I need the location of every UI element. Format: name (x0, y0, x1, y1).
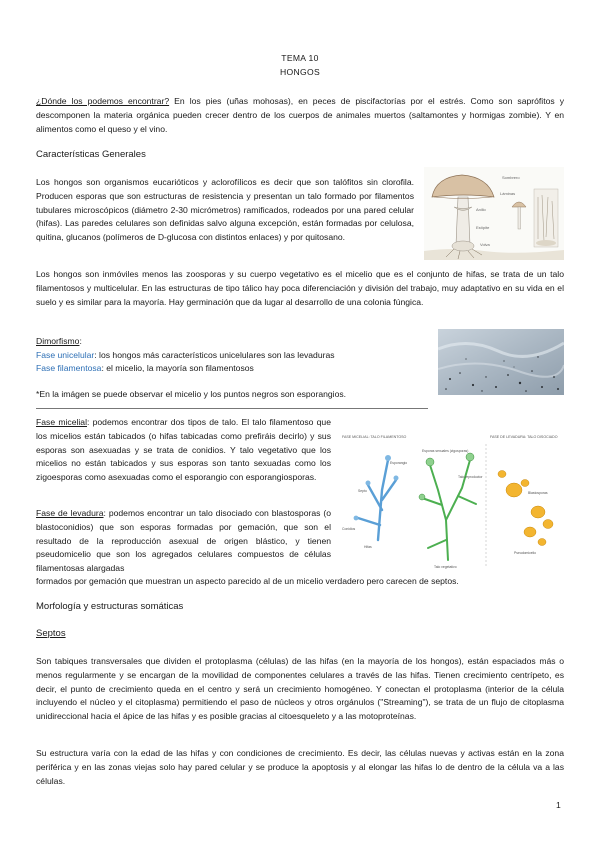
mushroom-figure (424, 167, 564, 260)
diagram-label-sporangium: Esporangio (390, 461, 408, 465)
fase-levadura-paragraph (36, 507, 331, 576)
fase-unicelular-text: : los hongos más característicos unicelulares son las levaduras (94, 350, 335, 360)
mushroom-label-cap: Sombrero (502, 175, 520, 180)
section-heading-septos: Septos (36, 628, 66, 639)
fase-levadura-label: Fase de levadura (36, 508, 104, 518)
fase-unicelular-line (36, 349, 426, 363)
dimorfismo-heading: Dimorfismo (36, 336, 80, 346)
mushroom-label-stipe: Estípite (476, 225, 490, 230)
diagram-label-conidia: Conidios (342, 527, 356, 531)
septos-paragraph-2: Su estructura varía con la edad de las hifas y con condiciones de crecimiento. Es decir, las células nuevas y activas están en la zona periférica y en las zonas viejas solo hay pared celular y se produce la apoptosis y al elongar las hifas lo de dentro de la célula va a las células. (36, 748, 564, 786)
diagram-label-blastospores: Blastosporas (528, 491, 548, 495)
topic-number: TEMA 10 (281, 53, 319, 63)
section-heading-morfologia: Morfología y estructuras somáticas (36, 601, 184, 612)
fase-filamentosa-text: : el micelio, la mayoría son filamentosos (101, 363, 254, 373)
fase-micelial-text: : podemos encontrar dos tipos de talo. El talo filamentoso que los micelios están tabicados (o hifas tabicadas como prefiráis decirlo) y sus esporas son asexuadas y se trata de conidios. Y talo vegetativo que los micelios no están tabicados y sus esporas son tanto sexuadas como los zigoesporas como asexuadas como el esporangio con esporangiosporas. (36, 417, 331, 483)
septos-paragraph-1: Son tabiques transversales que dividen el protoplasma (células) de las hifas (en la mayoría de los hongos), están espaciados más o menos regularmente y se encargan de la movilidad de componentes celulares a través de las hifas. Tienen crecimiento centrípeto, es decir, el punto de crecimiento queda en el centro y será un crecimiento homogéneo. Y conectan el protoplasma (interior de la célula incluyendo el núcleo y el citoplasma) permitiendo el paso de núcleos y otros orgánulos ("Streaming"), se trata de un flujo de citoplasma unidireccional hacia el ápice de las hifas y es posible gracias al citoesqueleto y a las motoproteínas. (36, 656, 564, 722)
diagram-label-septum: Septo (358, 489, 367, 493)
diagram-label-reproductive: Talo reproductor (458, 475, 483, 479)
fungal-phases-svg (338, 430, 564, 570)
fase-levadura-continuation: formados por gemación que muestran un aspecto parecido al de un micelio verdadero pero carecen de septos. (36, 576, 459, 586)
diagram-label-zygospores: Esporas sexuales (zigosporas) (422, 449, 469, 453)
mushroom-illustration (424, 167, 564, 260)
dimorfismo-heading-line (36, 335, 426, 349)
intro-answer: En los pies (uñas mohosas), en peces de piscifactorías por el estrés. Como son saprófitos y descomponen la materia orgánica pueden crecer dentro de los cuerpos de animales muertos (saltamontes y hormigas zombie). Y en alimentos como el queso y el vino. (36, 96, 564, 134)
diagram-left-header: FASE MICELIAL: TALO FILAMENTOSO (342, 435, 407, 439)
intro-question: ¿Dónde los podemos encontrar? (36, 96, 170, 106)
page-number: 1 (556, 800, 561, 810)
diagram-label-pseudomycelium: Pseudomicelio (514, 551, 537, 555)
general-paragraph-2: Los hongos son inmóviles menos las zoosporas y su cuerpo vegetativo es el micelio que es el conjunto de hifas, se trata de un talo filamentosos y multicelular. En las estructuras de tipo tálico hay poca diferenciación y división del trabajo, muy adaptativo en su vida en el suelo y es similar para la mayoría. Hay germinación que da lugar al desarrollo de una colonia fúngica. (36, 269, 564, 307)
dimorfismo-colon: : (79, 336, 82, 346)
fase-filamentosa-line (36, 362, 426, 376)
general-paragraph-1: Los hongos son organismos eucarióticos y aclorofílicos es decir que son talófitos sin clorofila. Producen esporas que son estructuras de resistencia y presentan un talo formado por filamentos tubulares microscópicos (diámetro 2-30 micrómetros) ramificados, rodeados por una pared celular (hifas). Las paredes celulares son definidas salvo alguna excepción, están formadas por celulosa, quitina, glucanos (polímeros de D-glucosa con distintos enlaces) y por quitosano. (36, 177, 414, 243)
fase-micelial-paragraph (36, 416, 331, 485)
intro-paragraph (36, 95, 564, 136)
dimorfismo-image-note: *En la imágen se puede observar el micelio y los puntos negros son esporangios. (36, 389, 347, 399)
diagram-label-vegetative: Talo vegetativo (434, 565, 457, 569)
micelio-photo-texture (438, 329, 564, 395)
fase-filamentosa-label: Fase filamentosa (36, 363, 102, 373)
diagram-right-header: FASE DE LEVADURA: TALO DISOCIADO (490, 435, 558, 439)
fase-unicelular-label: Fase unicelular (36, 350, 95, 360)
section-heading-general: Características Generales (36, 149, 146, 160)
fungal-phases-diagram (338, 430, 564, 570)
diagram-label-hyphae: Hifas (364, 545, 372, 549)
mushroom-label-gills: Láminas (500, 191, 516, 196)
mushroom-label-volva: Volva (480, 242, 490, 247)
fase-levadura-text: : podemos encontrar un talo disociado con blastosporas (o blastoconidios) que son esporas formadas por gemación, que son el resultado de la reproducción asexual de origen blástico, y tienen pseudomicelio que son los agregados celulares compuestos de células filamentosas alargadas (36, 508, 332, 574)
divider-line (36, 408, 428, 409)
page-title: HONGOS (280, 67, 320, 77)
mushroom-label-ring: Anillo (476, 207, 486, 212)
micelio-photo (438, 329, 564, 395)
fase-micelial-label: Fase micelial (36, 417, 87, 427)
